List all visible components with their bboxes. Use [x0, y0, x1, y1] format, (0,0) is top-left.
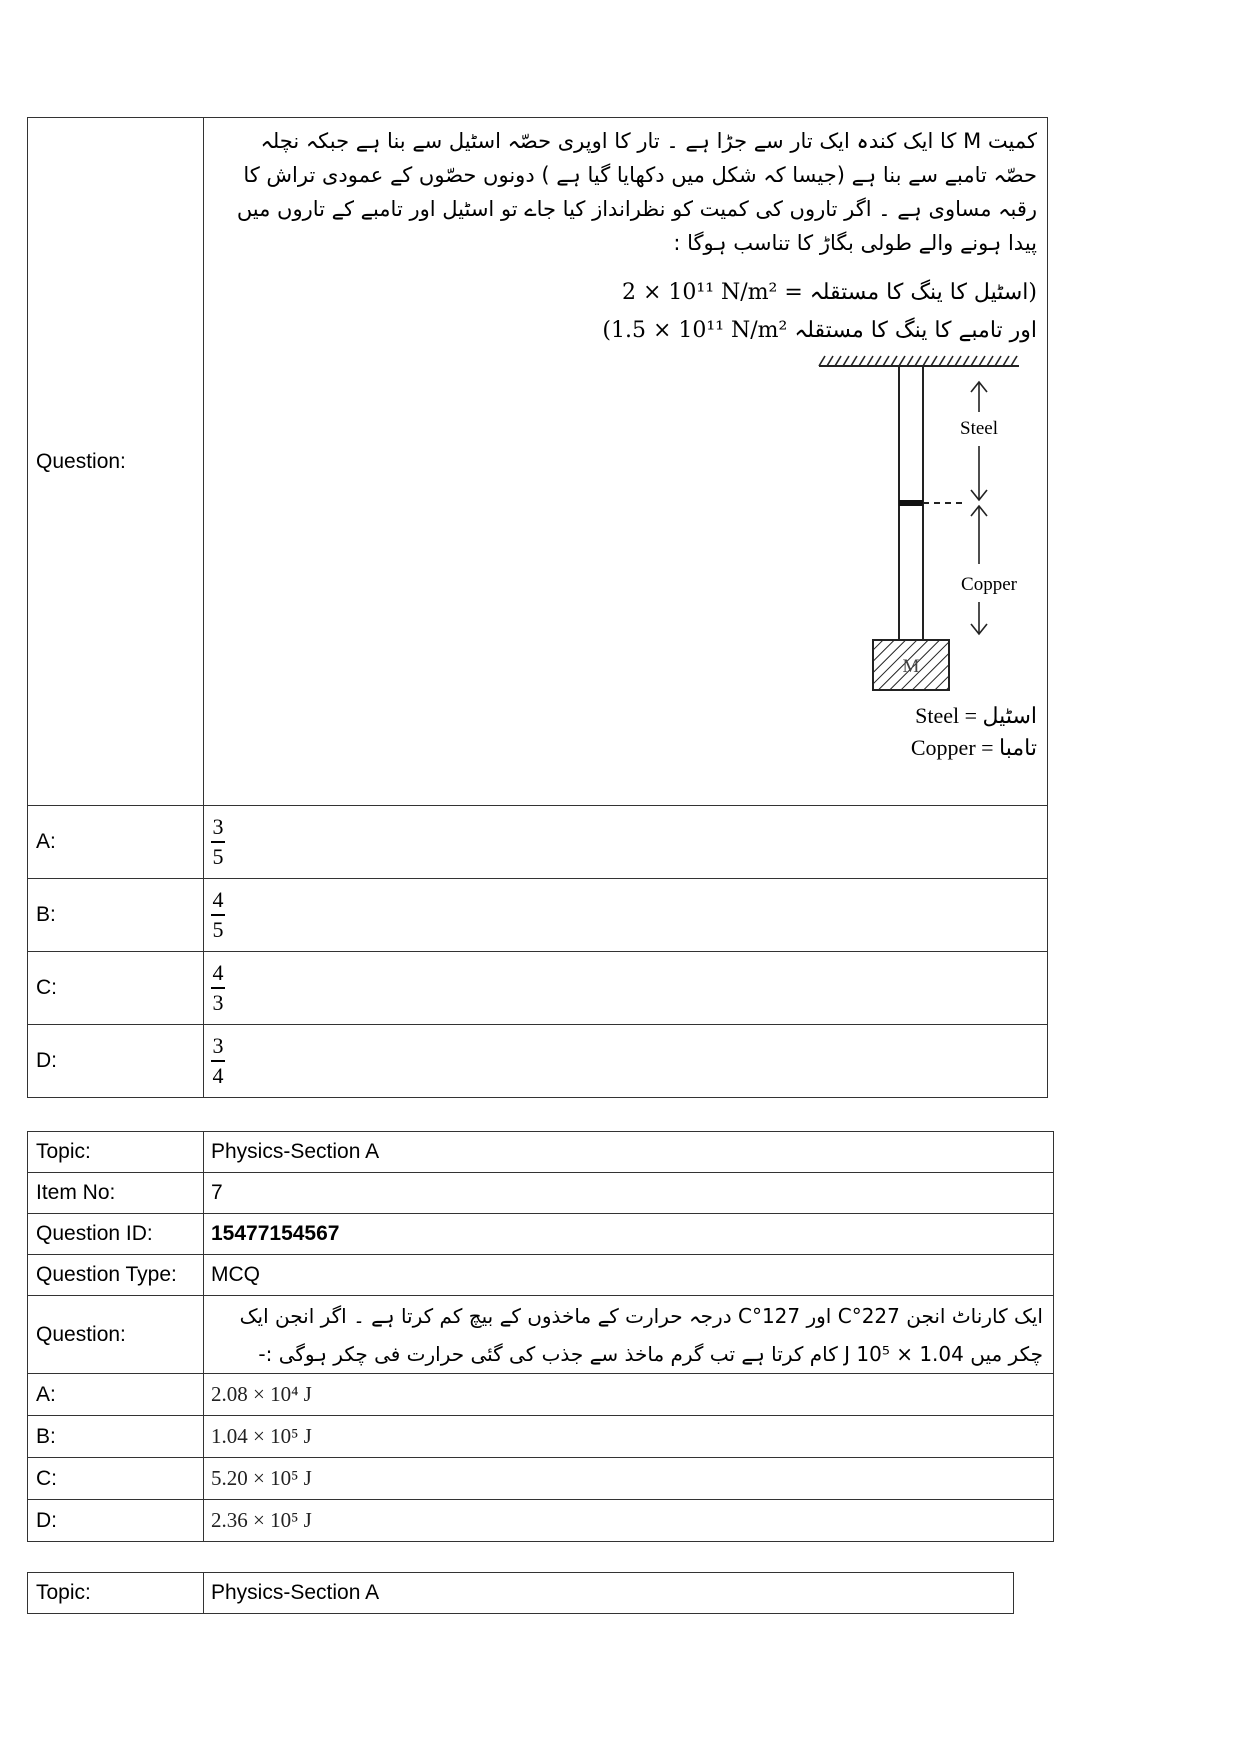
option-a-value: 2.08 × 10⁴ J: [204, 1374, 1054, 1416]
question-row: [28, 118, 1048, 806]
option-a-value: [204, 806, 1048, 879]
fraction: [211, 889, 225, 941]
question-table-1: [27, 117, 1048, 1098]
topic-row: [28, 1132, 1054, 1173]
denominator: 5: [212, 917, 224, 942]
option-c-value: 5.20 × 10⁵ J: [204, 1458, 1054, 1500]
question-text-line-2: چکر میں 1.04 × 10⁵ J کام کرتا ہے تب گرم ماخذ سے جذب کی گئی حرارت فی چکر ہوگی :-: [258, 1341, 1043, 1366]
formula-copper-label: اور تامبے کا ینگ کا مستقلہ: [794, 318, 1037, 343]
fraction-bar: [211, 1060, 225, 1062]
question-id-label: Question ID:: [28, 1214, 204, 1255]
option-d-label: D:: [28, 1500, 204, 1542]
fraction: [211, 816, 225, 868]
option-b-value: [204, 879, 1048, 952]
numerator: 4: [212, 887, 224, 912]
option-d-value: [204, 1025, 1048, 1098]
wire-diagram: [799, 350, 1039, 700]
item-value: 7: [204, 1173, 1054, 1214]
question-type-row: [28, 1255, 1054, 1296]
question-table-3: [27, 1572, 1014, 1614]
topic-label: Topic:: [28, 1573, 204, 1614]
question-label: Question:: [28, 1296, 204, 1374]
option-c-label: C:: [28, 952, 204, 1025]
ceiling-hatch: [819, 356, 1017, 366]
fraction-bar: [211, 914, 225, 916]
formula-copper-value: (1.5 × 10¹¹ N/m²: [602, 318, 788, 343]
fraction-bar: [211, 987, 225, 989]
question-row: [28, 1296, 1054, 1374]
fraction: [211, 1035, 225, 1087]
option-a-label: A:: [28, 806, 204, 879]
topic-row: [28, 1573, 1014, 1614]
topic-label: Topic:: [28, 1132, 204, 1173]
denominator: 4: [212, 1063, 224, 1088]
option-a-label: A:: [28, 1374, 204, 1416]
question-id-row: [28, 1214, 1054, 1255]
formula-steel-value: 2 × 10¹¹ N/m²: [621, 280, 778, 305]
topic-value: Physics-Section A: [204, 1573, 1014, 1614]
item-row: [28, 1173, 1054, 1214]
option-c-value: [204, 952, 1048, 1025]
fraction: [211, 962, 225, 1014]
legend-steel: Steel = اسٹیل: [915, 703, 1037, 728]
option-row-a: [28, 1374, 1054, 1416]
question-type-value: MCQ: [204, 1255, 1054, 1296]
fraction-bar: [211, 841, 225, 843]
formula-copper: [204, 312, 1047, 350]
legend-copper: Copper = تامبا: [910, 735, 1037, 760]
option-d-value: 2.36 × 10⁵ J: [204, 1500, 1054, 1542]
numerator: 3: [212, 814, 224, 839]
option-row-a: [28, 806, 1048, 879]
numerator: 4: [212, 960, 224, 985]
steel-label: Steel: [960, 418, 998, 439]
option-b-label: B:: [28, 1416, 204, 1458]
question-text: کمیت M کا ایک کندہ ایک تار سے جڑا ہے ۔ تار کا اوپری حصّہ اسٹیل سے بنا ہے جبکہ نچلہ حصّہ تامبے سے بنا ہے (جیسا کہ شکل میں دکھایا گیا ہے ) دونوں حصّوں کے عمودی تراش کا رقبہ مساوی ہے ۔ اگر تاروں کی کمیت کو نظرانداز کیا جاے تو اسٹیل اور تامبے کے تاروں میں پیدا ہونے والے طولی بگاڑ کا تناسب ہوگا :: [236, 129, 1037, 255]
question-content: [204, 118, 1048, 806]
option-row-b: [28, 879, 1048, 952]
question-label: Question:: [28, 118, 204, 806]
mass-label: M: [902, 656, 920, 677]
option-row-b: [28, 1416, 1054, 1458]
formula-steel: [204, 274, 1047, 312]
joint-mark: [899, 500, 923, 506]
denominator: 5: [212, 844, 224, 869]
numerator: 3: [212, 1033, 224, 1058]
option-row-c: [28, 1458, 1054, 1500]
question-content: [204, 1296, 1054, 1374]
option-b-label: B:: [28, 879, 204, 952]
copper-label: Copper: [961, 574, 1017, 595]
formula-steel-label: (اسٹیل کا ینگ کا مستقلہ =: [784, 280, 1037, 305]
question-type-label: Question Type:: [28, 1255, 204, 1296]
denominator: 3: [212, 990, 224, 1015]
option-row-d: [28, 1500, 1054, 1542]
option-d-label: D:: [28, 1025, 204, 1098]
question-table-2: [27, 1131, 1054, 1542]
question-id-value: 15477154567: [204, 1214, 1054, 1255]
question-text-line-1: ایک کارناٹ انجن 227°C اور 127°C درجہ حرارت کے ماخذوں کے بیچ کم کرتا ہے ۔ اگر انجن ایک: [239, 1303, 1043, 1328]
option-row-c: [28, 952, 1048, 1025]
topic-value: Physics-Section A: [204, 1132, 1054, 1173]
option-c-label: C:: [28, 1458, 204, 1500]
item-label: Item No:: [28, 1173, 204, 1214]
option-row-d: [28, 1025, 1048, 1098]
option-b-value: 1.04 × 10⁵ J: [204, 1416, 1054, 1458]
